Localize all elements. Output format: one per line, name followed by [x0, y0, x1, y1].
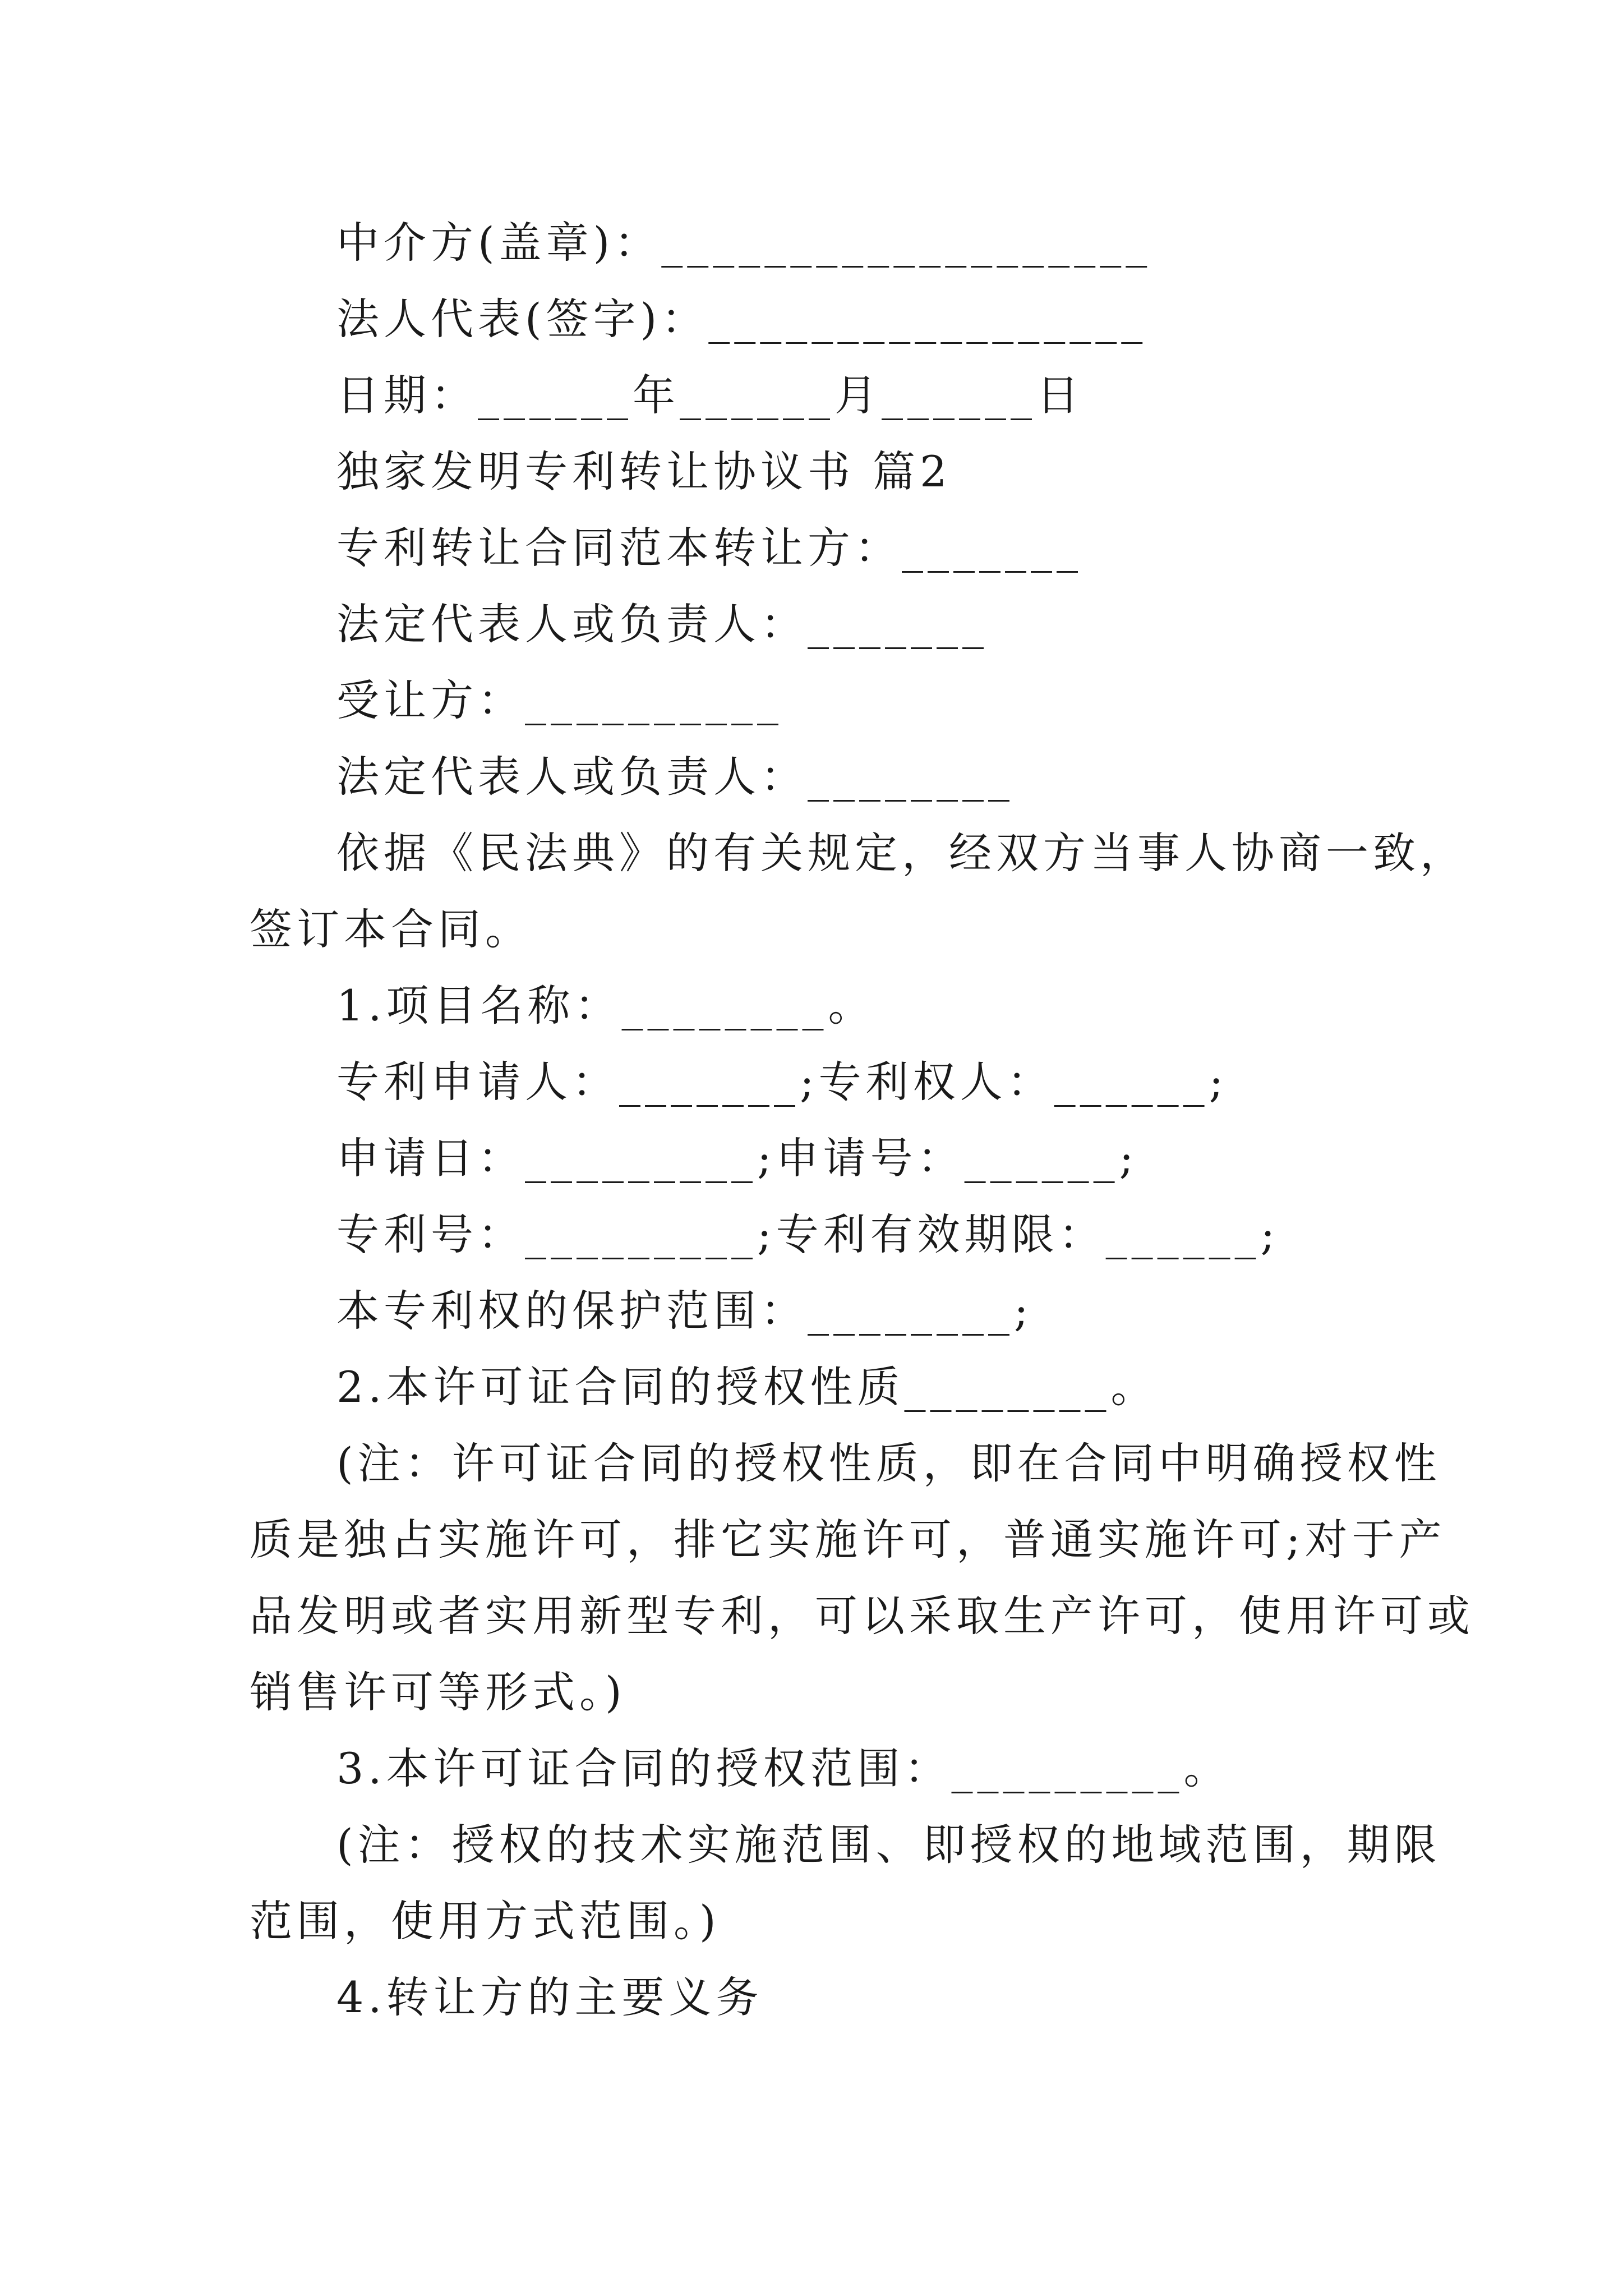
protection-scope-line: 本专利权的保护范围：________; — [336, 1286, 1033, 1336]
clause-4-transferor-obligations: 4.转让方的主要义务 — [336, 1972, 763, 2022]
transferee-line: 受让方：__________ — [336, 675, 783, 725]
patent-number-line: 专利号：_________;专利有效期限：______; — [336, 1209, 1280, 1259]
legal-rep-signature-line: 法人代表(签字)：_________________ — [336, 294, 1147, 344]
date-line: 日期：______年______月______日 — [336, 370, 1083, 420]
intermediary-seal-line: 中介方(盖章)：___________________ — [336, 218, 1152, 268]
note-2-line2: 范围，使用方式范围。) — [250, 1896, 721, 1946]
transferor-line: 专利转让合同范本转让方：_______ — [336, 523, 1082, 573]
clause-1-project-name: 1.项目名称：________。 — [336, 981, 875, 1030]
preamble-paragraph-line2: 签订本合同。 — [250, 904, 532, 954]
application-date-line: 申请日：_________;申请号：______; — [336, 1133, 1138, 1183]
section-title: 独家发明专利转让协议书 篇2 — [336, 447, 952, 496]
note-1-line1: (注：许可证合同的授权性质，即在合同中明确授权性 — [336, 1438, 1441, 1488]
patent-applicant-line: 专利申请人：_______;专利权人：______; — [336, 1057, 1228, 1107]
preamble-paragraph-line1: 依据《民法典》的有关规定，经双方当事人协商一致， — [336, 828, 1467, 878]
clause-2-license-nature: 2.本许可证合同的授权性质________。 — [336, 1362, 1158, 1412]
note-1-line3: 品发明或者实用新型专利，可以采取生产许可，使用许可或 — [250, 1591, 1474, 1641]
note-1-line2: 质是独占实施许可，排它实施许可，普通实施许可;对于产 — [250, 1515, 1446, 1565]
note-2-line1: (注：授权的技术实施范围、即授权的地域范围，期限 — [336, 1820, 1441, 1870]
transferor-legal-rep-line: 法定代表人或负责人：_______ — [336, 599, 988, 649]
transferee-legal-rep-line: 法定代表人或负责人：________ — [336, 752, 1014, 802]
note-1-line4: 销售许可等形式。) — [250, 1667, 626, 1717]
clause-3-license-scope: 3.本许可证合同的授权范围：_________。 — [336, 1743, 1231, 1793]
